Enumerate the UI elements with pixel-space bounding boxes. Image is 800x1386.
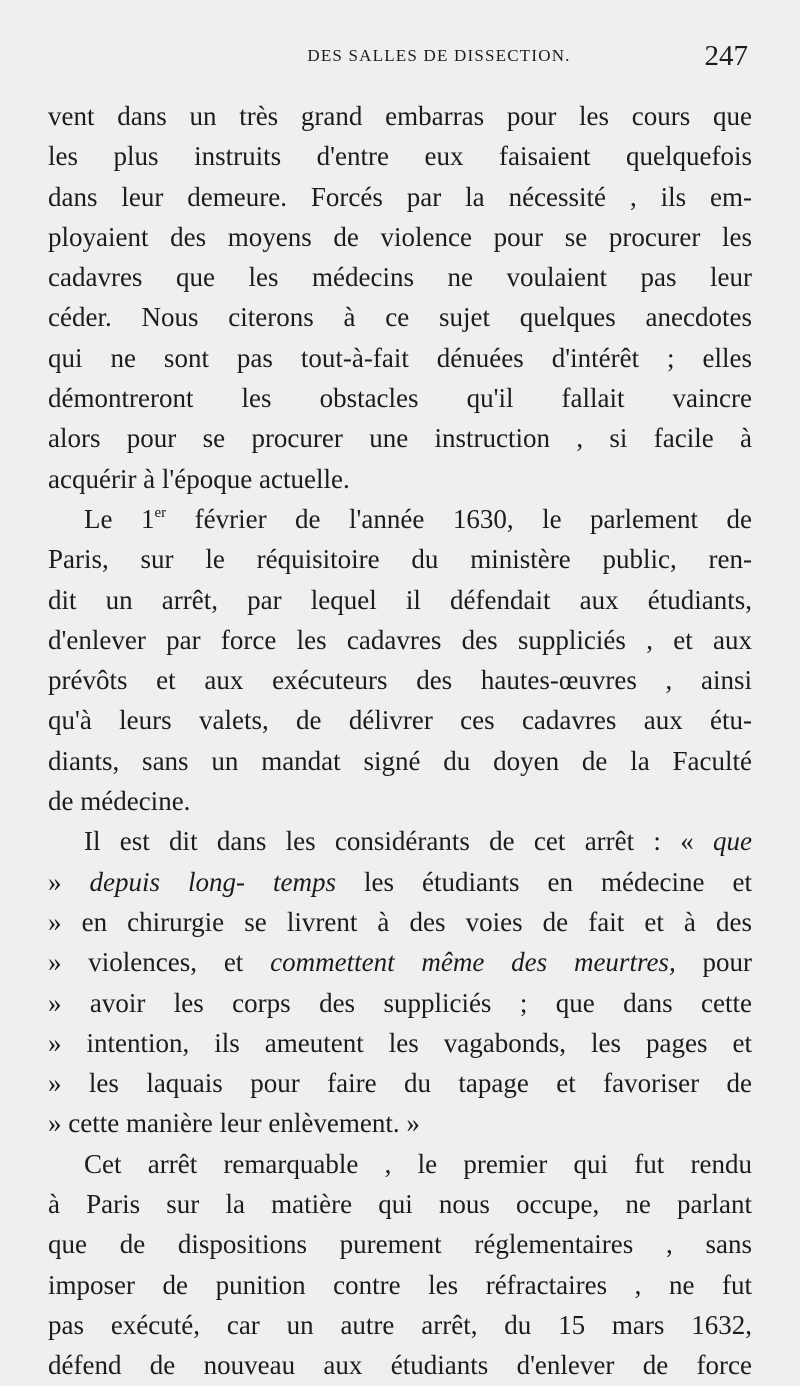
text-line xyxy=(48,821,752,861)
text-line: céder. Nous citerons à ce sujet quelques anecdotes xyxy=(48,302,752,333)
text-line: pas exécuté, car un autre arrêt, du 15 mars 1632, xyxy=(48,1309,752,1340)
text-line: que de dispositions purement réglementaires , sans xyxy=(48,1229,752,1260)
text-line xyxy=(48,942,752,982)
text-line: alors pour se procurer une instruction , si facile à xyxy=(48,423,752,454)
body-text xyxy=(48,96,752,1386)
running-title: DES SALLES DE DISSECTION. xyxy=(307,46,571,65)
text-line: ployaient des moyens de violence pour se procurer les xyxy=(48,221,752,252)
text-line: défend de nouveau aux étudiants d'enlever de force xyxy=(48,1350,752,1381)
superscript: er xyxy=(154,504,167,521)
text-line: à Paris sur la matière qui nous occupe, ne parlant xyxy=(48,1189,752,1220)
text-line: diants, sans un mandat signé du doyen de la Faculté xyxy=(48,745,752,776)
text-line: Cet arrêt remarquable , le premier qui fut rendu xyxy=(84,1148,752,1179)
text-line: qui ne sont pas tout-à-fait dénuées d'intérêt ; elles xyxy=(48,342,752,373)
text-line: d'enlever par force les cadavres des suppliciés , et aux xyxy=(48,624,752,655)
text-line: » cette manière leur enlèvement. » xyxy=(48,1108,420,1139)
text-line: qu'à leurs valets, de délivrer ces cadavres aux étu- xyxy=(48,705,752,736)
text-line: » en chirurgie se livrent à des voies de fait et à des xyxy=(48,906,752,937)
text-line: dit un arrêt, par lequel il défendait aux étudiants, xyxy=(48,584,752,615)
text-segment: pour xyxy=(675,947,753,978)
text-line: acquérir à l'époque actuelle. xyxy=(48,463,350,494)
text-segment: Il est dit dans les considérants de cet arrêt : « xyxy=(84,826,714,857)
text-line: » avoir les corps des suppliciés ; que dans cette xyxy=(48,987,752,1018)
text-segment: » xyxy=(48,866,90,897)
text-line xyxy=(48,499,752,539)
text-segment: février de l'année 1630, le parlement de xyxy=(166,503,752,534)
italic-segment: depuis long- temps xyxy=(89,866,337,897)
text-line: Paris, sur le réquisitoire du ministère public, ren- xyxy=(48,544,752,575)
text-segment: Le 1 xyxy=(84,503,155,534)
text-line: » les laquais pour faire du tapage et favoriser de xyxy=(48,1068,752,1099)
text-line: les plus instruits d'entre eux faisaient quelquefois xyxy=(48,141,752,172)
text-segment: » violences, et xyxy=(48,947,271,978)
text-line xyxy=(48,862,752,902)
text-line: dans leur demeure. Forcés par la nécessité , ils em- xyxy=(48,181,752,212)
text-line: vent dans un très grand embarras pour les cours que xyxy=(48,101,752,131)
text-line: cadavres que les médecins ne voulaient pas leur xyxy=(48,262,752,293)
italic-segment: que xyxy=(713,826,752,857)
page-header xyxy=(50,40,748,76)
text-segment: les étudiants en médecine et xyxy=(336,866,752,897)
text-line: prévôts et aux exécuteurs des hautes-œuvres , ainsi xyxy=(48,665,752,696)
page-number: 247 xyxy=(704,40,748,72)
text-line: imposer de punition contre les réfractaires , ne fut xyxy=(48,1269,752,1300)
italic-segment: commettent même des meurtres, xyxy=(270,947,676,978)
text-line: de médecine. xyxy=(48,786,191,817)
text-line: démontreront les obstacles qu'il fallait vaincre xyxy=(48,383,752,414)
text-line: » intention, ils ameutent les vagabonds, les pages et xyxy=(48,1027,752,1058)
